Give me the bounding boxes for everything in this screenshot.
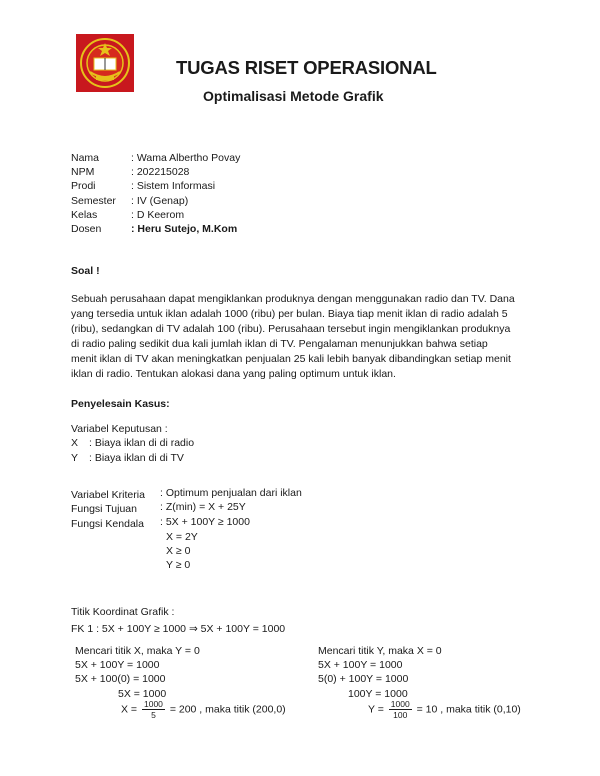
info-label: Semester bbox=[71, 195, 116, 207]
kendala-item: X ≥ 0 bbox=[166, 545, 191, 557]
fraction-numerator: 1000 bbox=[390, 699, 410, 709]
result-suffix: = 10 , maka titik (0,10) bbox=[413, 703, 521, 716]
fraction-denominator: 5 bbox=[151, 710, 156, 720]
info-label: Prodi bbox=[71, 180, 96, 192]
fk1-equation: FK 1 : 5X + 100Y ≥ 1000 ⇒ 5X + 100Y = 1000 bbox=[71, 623, 286, 635]
soal-line: (ribu), sedangkan di TV adalah 100 (ribu). Perusahaan tersebut ingin mengiklankan produknya bbox=[71, 323, 511, 335]
kendala-item: : 5X + 100Y ≥ 1000 bbox=[160, 516, 250, 528]
variable-description: : Biaya iklan di di radio bbox=[89, 437, 195, 449]
variable-description: : Biaya iklan di di TV bbox=[89, 452, 184, 464]
equation-line: 100Y = 1000 bbox=[348, 688, 408, 700]
info-value: : 202215028 bbox=[131, 166, 190, 178]
info-label: Nama bbox=[71, 152, 100, 164]
soal-paragraph bbox=[71, 292, 533, 382]
info-value: : Wama Albertho Povay bbox=[131, 152, 241, 164]
equation-line: 5(0) + 100Y = 1000 bbox=[318, 673, 409, 685]
info-label: NPM bbox=[71, 166, 95, 178]
info-label: Kelas bbox=[71, 209, 98, 221]
soal-heading: Soal ! bbox=[71, 265, 100, 277]
mencari-y-heading: Mencari titik Y, maka X = 0 bbox=[318, 645, 442, 657]
fraction-denominator: 100 bbox=[393, 710, 408, 720]
equation-line: 5X + 100(0) = 1000 bbox=[75, 673, 166, 685]
variable-symbol: X bbox=[71, 437, 79, 449]
result-prefix: X = bbox=[121, 703, 140, 716]
variabel-keputusan-title: Variabel Keputusan : bbox=[71, 423, 168, 435]
document-title: TUGAS RISET OPERASIONAL bbox=[176, 57, 437, 78]
kendala-label: Fungsi Kendala bbox=[71, 518, 144, 530]
y-result bbox=[368, 699, 521, 720]
tujuan-label: Fungsi Tujuan bbox=[71, 503, 137, 515]
equation-line: 5X = 1000 bbox=[118, 688, 167, 700]
info-value: : Heru Sutejo, M.Kom bbox=[131, 223, 238, 235]
tujuan-value: : Z(min) = X + 25Y bbox=[160, 501, 246, 513]
penyelesaian-heading: Penyelesain Kasus: bbox=[71, 398, 170, 410]
soal-line: di radio paling sedikit dua kali jumlah iklan di TV. Pengalaman menunjukkan bahwa setiap bbox=[71, 338, 488, 350]
fraction-numerator: 1000 bbox=[143, 699, 163, 709]
grafik-title: Titik Koordinat Grafik : bbox=[71, 606, 175, 618]
university-logo bbox=[76, 34, 134, 92]
info-value: : IV (Genap) bbox=[131, 195, 189, 207]
info-label: Dosen bbox=[71, 223, 102, 235]
fraction bbox=[142, 699, 165, 720]
soal-line: yang tersedia untuk iklan adalah 1000 (ribu) per bulan. Biaya tiap menit iklan di radio adalah 5 bbox=[71, 308, 508, 320]
equation-line: 5X + 100Y = 1000 bbox=[318, 659, 403, 671]
result-prefix: Y = bbox=[368, 703, 387, 716]
soal-line: iklan di radio. Tentukan alokasi dana yang paling optimum untuk iklan. bbox=[71, 368, 396, 380]
soal-line: Sebuah perusahaan dapat mengiklankan produknya dengan menggunakan radio dan TV. Dana bbox=[71, 293, 515, 305]
mencari-x-heading: Mencari titik X, maka Y = 0 bbox=[75, 645, 200, 657]
variable-symbol: Y bbox=[71, 452, 79, 464]
kendala-item: Y ≥ 0 bbox=[166, 559, 191, 571]
fraction bbox=[389, 699, 412, 720]
kriteria-value: : Optimum penjualan dari iklan bbox=[160, 487, 302, 499]
kriteria-label: Variabel Kriteria bbox=[71, 489, 145, 501]
x-result bbox=[121, 699, 286, 720]
equation-line: 5X + 100Y = 1000 bbox=[75, 659, 160, 671]
result-suffix: = 200 , maka titik (200,0) bbox=[166, 703, 286, 716]
kendala-item: X = 2Y bbox=[166, 531, 198, 543]
soal-line: menit iklan di TV akan meningkatkan penjualan 25 kali lebih banyak dibandingkan setiap menit bbox=[71, 353, 511, 365]
info-value: : Sistem Informasi bbox=[131, 180, 216, 192]
info-value: : D Keerom bbox=[131, 209, 185, 221]
document-subtitle: Optimalisasi Metode Grafik bbox=[203, 88, 384, 104]
